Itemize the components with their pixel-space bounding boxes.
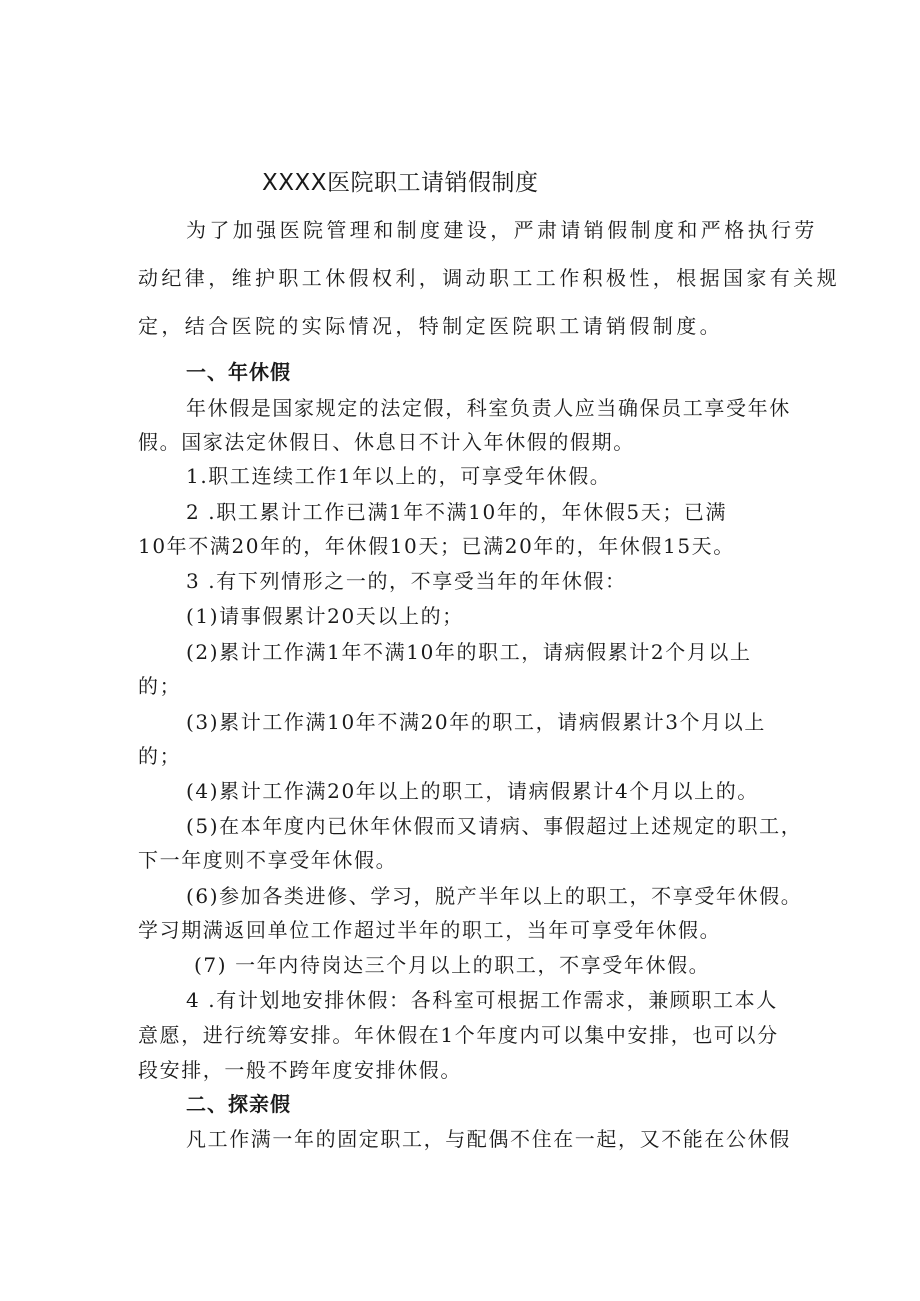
paragraph-line: 假。国家法定休假日、休息日不计入年休假的假期。 — [138, 430, 635, 454]
paragraph-line: 年休假是国家规定的法定假，科室负责人应当确保员工享受年休 — [186, 396, 791, 420]
list-item: (7) 一年内待岗达三个月以上的职工，不享受年休假。 — [194, 953, 711, 977]
paragraph-line: 3 .有下列情形之一的，不享受当年的年休假： — [186, 569, 627, 593]
list-item: (4)累计工作满20年以上的职工，请病假累计4个月以上的。 — [186, 779, 759, 803]
list-item-continuation: 的； — [138, 674, 182, 698]
list-item: (5)在本年度内已休年休假而又请病、事假超过上述规定的职工， — [186, 814, 803, 838]
intro-line-3: 定，结合医院的实际情况，特制定医院职工请销假制度。 — [138, 314, 723, 338]
list-item: (6)参加各类进修、学习，脱产半年以上的职工，不享受年休假。 — [186, 884, 803, 908]
section-heading-annual-leave: 一、年休假 — [186, 360, 291, 384]
list-item-continuation: 的； — [138, 744, 182, 768]
paragraph-line: 意愿，进行统筹安排。年休假在1个年度内可以集中安排，也可以分 — [138, 1023, 779, 1047]
list-item: (1)请事假累计20天以上的； — [186, 604, 464, 628]
paragraph-line: 10年不满20年的，年休假10天；已满20年的，年休假15天。 — [138, 534, 735, 558]
paragraph-line: 凡工作满一年的固定职工，与配偶不住在一起，又不能在公休假 — [186, 1127, 791, 1151]
intro-line-2: 动纪律，维护职工休假权利，调动职工工作积极性，根据国家有关规 — [138, 266, 840, 290]
paragraph-line: 4 .有计划地安排休假：各科室可根据工作需求，兼顾职工本人 — [186, 988, 778, 1012]
list-item: (3)累计工作满10年不满20年的职工，请病假累计3个月以上 — [186, 710, 766, 734]
paragraph-line: 段安排，一般不跨年度安排休假。 — [138, 1058, 462, 1082]
list-item-continuation: 下一年度则不享受年休假。 — [138, 848, 398, 872]
paragraph-line: 2 .职工累计工作已满1年不满10年的，年休假5天；已满 — [186, 500, 728, 524]
list-item-continuation: 学习期满返回单位工作超过半年的职工，当年可享受年休假。 — [138, 918, 722, 942]
list-item: (2)累计工作满1年不满10年的职工，请病假累计2个月以上 — [186, 640, 752, 664]
document-title: XXXX医院职工请销假制度 — [262, 170, 539, 196]
section-heading-family-visit-leave: 二、探亲假 — [186, 1092, 291, 1116]
paragraph-line: 1.职工连续工作1年以上的，可享受年休假。 — [186, 464, 612, 488]
intro-line-1: 为了加强医院管理和制度建设，严肃请销假制度和严格执行劳 — [186, 218, 818, 242]
